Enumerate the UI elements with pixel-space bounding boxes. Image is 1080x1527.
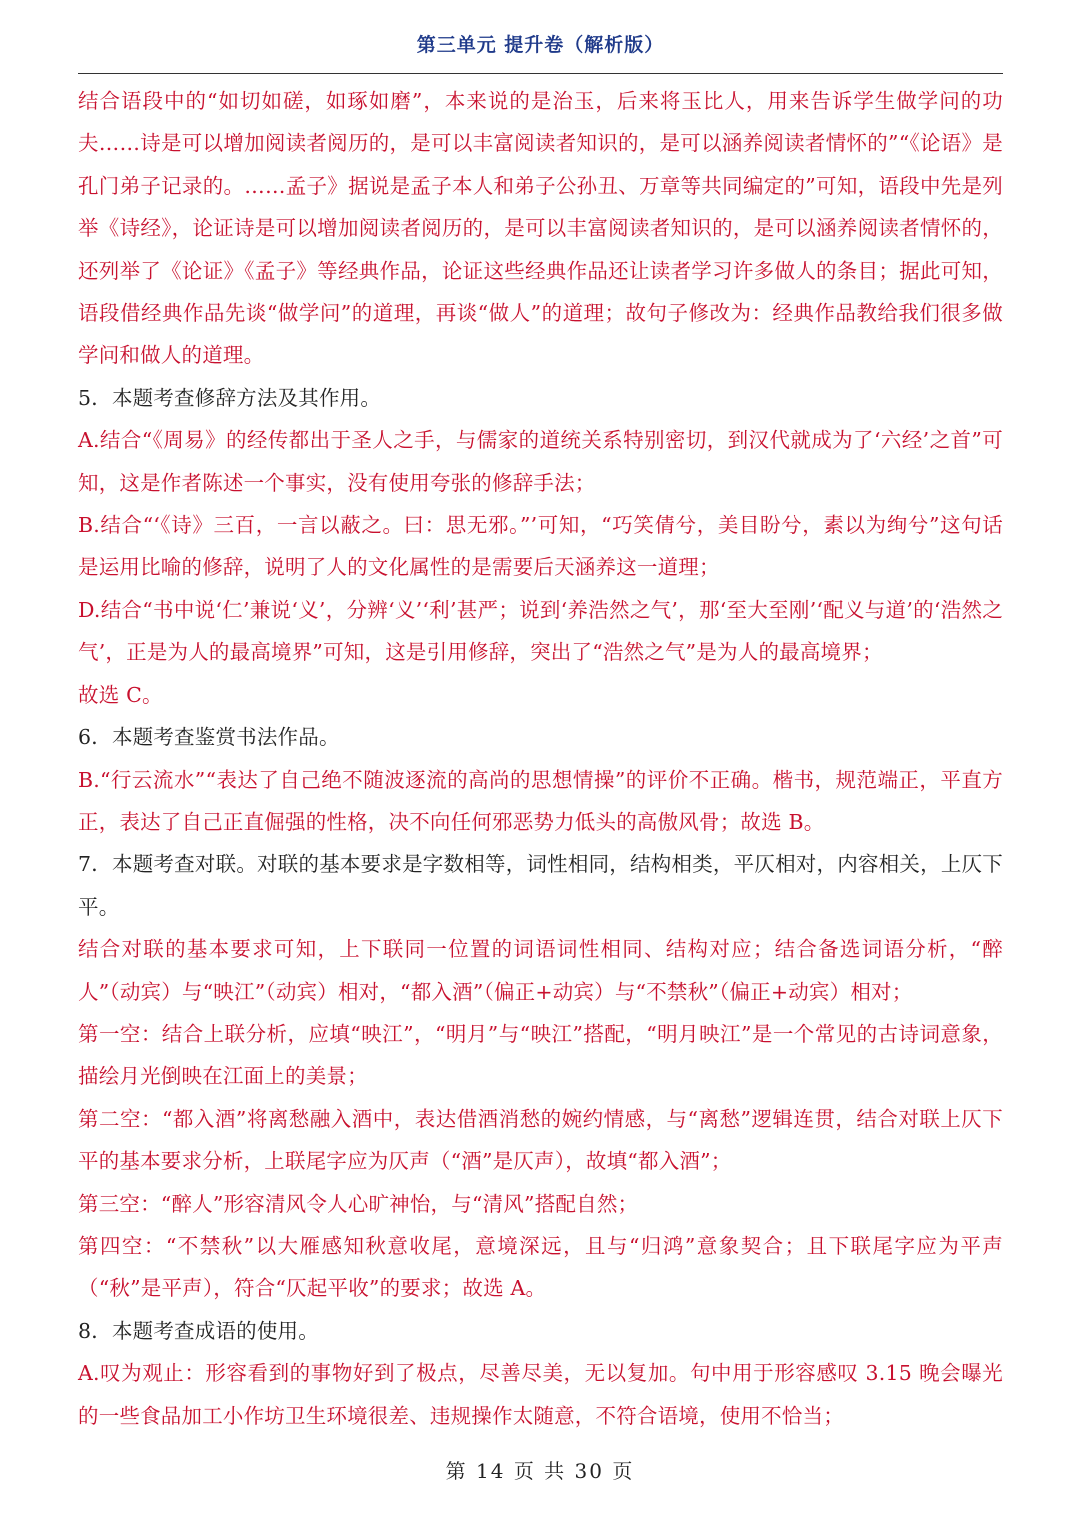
- page-number: 第 14 页 共 30 页: [445, 1459, 635, 1483]
- answer-blank-1: 第一空：结合上联分析，应填“映江”，“明月”与“映江”搭配，“明月映江”是一个常见的古诗词意象，描绘月光倒映在江面上的美景；: [78, 1021, 1003, 1089]
- question-heading-7: 7．本题考查对联。对联的基本要求是字数相等，词性相同，结构相类，平仄相对，内容相关，上仄下平。: [78, 852, 1003, 919]
- page-header: [78, 28, 1003, 74]
- answer-option-a: A.结合“《周易》的经传都出于圣人之手，与儒家的道统关系特别密切，到汉代就成为了‘六经’之首”可知，这是作者陈述一个事实，没有使用夸张的修辞手法；: [78, 428, 1003, 495]
- answer-paragraph: 结合语段中的“如切如磋，如琢如磨”，本来说的是治玉，后来将玉比人，用来告诉学生做学问的功夫……诗是可以增加阅读者阅历的，是可以丰富阅读者知识的，是可以涵养阅读者情怀的”“《论语》是孔门弟子记录的。……孟子》据说是孟子本人和弟子公孙丑、万章等共同编定的”可知，语段中先是列举《诗经》，论证诗是可以增加阅读者阅历的，是可以丰富阅读者知识的，是可以涵养阅读者情怀的，还列举了《论证》《孟子》等经典作品，论证这些经典作品还让读者学习许多做人的条目；据此可知，语段借经典作品先谈“做学问”的道理，再谈“做人”的道理；故句子修改为：经典作品教给我们很多做学问和做人的道理。: [78, 89, 1003, 368]
- answer-option-b: B.结合“‘《诗》三百，一言以蔽之。曰：思无邪。”’可知，“巧笑倩兮，美目盼兮，素以为绚兮”这句话是运用比喻的修辞，说明了人的文化属性的是需要后天涵养这一道理；: [78, 513, 1003, 580]
- answer-paragraph: B.“行云流水”“表达了自己绝不随波逐流的高尚的思想情操”的评价不正确。楷书，规范端正，平直方正，表达了自己正直倔强的性格，决不向任何邪恶势力低头的高傲风骨；故选 B。: [78, 767, 1003, 834]
- question-heading-8: 8．本题考查成语的使用。: [78, 1318, 319, 1343]
- answer-option-a: A.叹为观止：形容看到的事物好到了极点，尽善尽美，无以复加。句中用于形容感叹 3.15 晚会曝光的一些食品加工小作坊卫生环境很差、违规操作太随意，不符合语境，使用不恰当；: [78, 1361, 1003, 1428]
- question-heading-5: 5．本题考查修辞方法及其作用。: [78, 385, 382, 410]
- question-heading-6: 6．本题考查鉴赏书法作品。: [78, 725, 340, 750]
- answer-blank-4: 第四空：“不禁秋”以大雁感知秋意收尾，意境深远，且与“归鸿”意象契合；且下联尾字应为平声（“秋”是平声），符合“仄起平收”的要求；故选 A。: [78, 1233, 1003, 1301]
- answer-choice: 故选 C。: [78, 682, 163, 707]
- answer-paragraph: 结合对联的基本要求可知，上下联同一位置的词语词性相同、结构对应；结合备选词语分析，“醉人”（动宾）与“映江”（动宾）相对，“都入酒”（偏正+动宾）与“不禁秋”（偏正+动宾）相对；: [78, 937, 1003, 1004]
- answer-blank-3: 第三空：“醉人”形容清风令人心旷神怡，与“清风”搭配自然；: [78, 1191, 639, 1216]
- page-body: [78, 80, 1003, 1437]
- answer-blank-2: 第二空：“都入酒”将离愁融入酒中，表达借酒消愁的婉约情感，与“离愁”逻辑连贯，结合对联上仄下平的基本要求分析，上联尾字应为仄声（“酒”是仄声），故填“都入酒”；: [78, 1106, 1003, 1174]
- header-title: 第三单元 提升卷（解析版）: [416, 34, 665, 56]
- header-divider: [78, 73, 1003, 74]
- answer-option-d: D.结合“书中说‘仁’兼说‘义’，分辨‘义’‘利’甚严；说到‘养浩然之气’，那‘至大至刚’‘配义与道’的‘浩然之气’，正是为人的最高境界”可知，这是引用修辞，突出了“浩然之气”是为人的最高境界；: [78, 597, 1003, 665]
